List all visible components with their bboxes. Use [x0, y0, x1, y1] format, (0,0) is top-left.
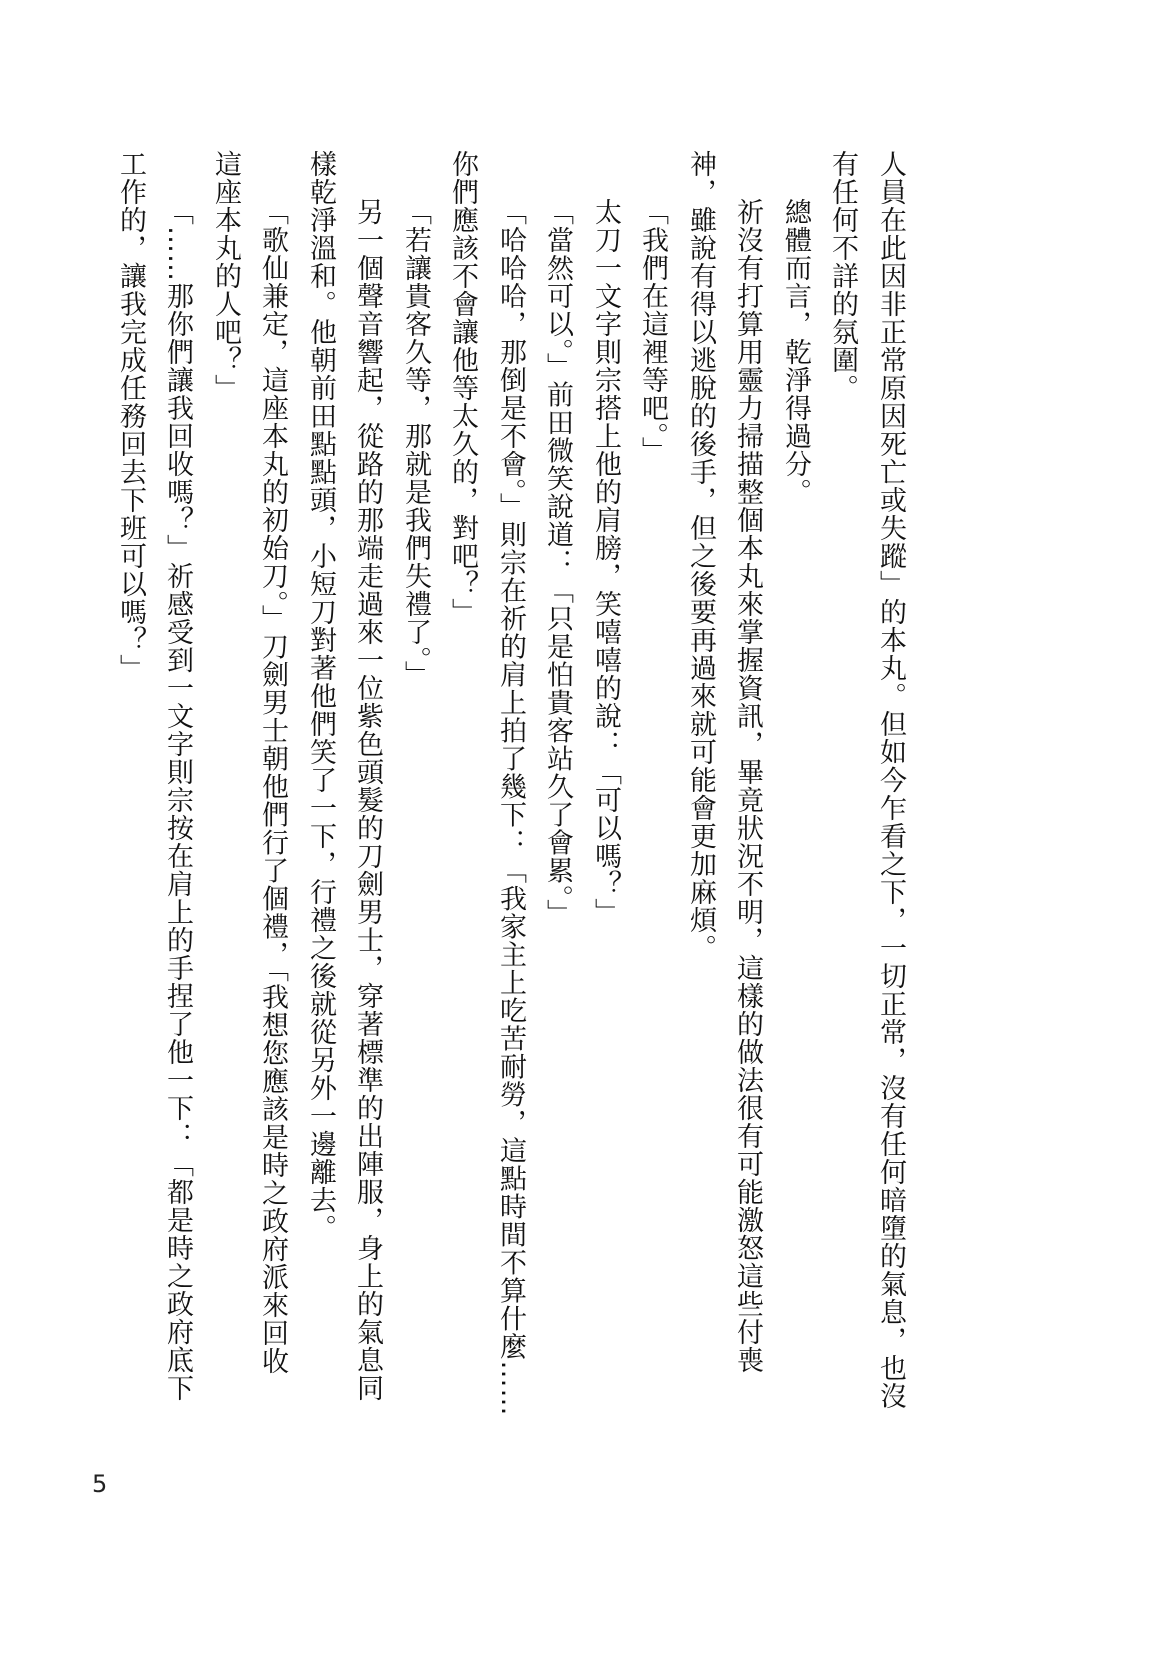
text-line: 神，雖說有得以逃脫的後手，但之後要再過來就可能會更加麻煩。 [685, 150, 716, 962]
text-line: 有任何不詳的氛圍。 [827, 150, 858, 402]
text-line: 「若讓貴客久等，那就是我們失禮了。」 [400, 198, 431, 689]
text-line: 你們應該不會讓他等太久的，對吧？」 [447, 150, 478, 626]
text-line: 「……那你們讓我回收嗎？」祈感受到一文字則宗按在肩上的手捏了他一下：「都是時之政府底下 [162, 198, 193, 1402]
text-line: 「我們在這裡等吧。」 [637, 198, 668, 465]
text-line: 太刀一文字則宗搭上他的肩膀，笑嘻嘻的說：「可以嗎？」 [590, 198, 621, 926]
text-line: 「當然可以。」前田微笑說道：「只是怕貴客站久了會累。」 [542, 198, 573, 927]
text-line: 「哈哈哈，那倒是不會。」則宗在祈的肩上拍了幾下：「我家主上吃苦耐勞，這點時間不算什麼…… [495, 198, 526, 1417]
page-number: 5 [92, 1470, 108, 1498]
text-line: 工作的，讓我完成任務回去下班可以嗎？」 [115, 150, 146, 682]
text-line: 「歌仙兼定，這座本丸的初始刀。」刀劍男士朝他們行了個禮，「我想您應該是時之政府派來回收 [257, 198, 288, 1375]
text-line: 人員在此因非正常原因死亡或失蹤」的本丸。但如今乍看之下，一切正常，沒有任何暗墮的氣息，也沒 [875, 150, 906, 1410]
text-line: 樣乾淨溫和。他朝前田點點頭，小短刀對著他們笑了一下，行禮之後就從另外一邊離去。 [305, 150, 336, 1242]
text-line: 祈沒有打算用靈力掃描整個本丸來掌握資訊，畢竟狀況不明，這樣的做法很有可能激怒這些付喪 [732, 198, 763, 1374]
text-line: 總體而言，乾淨得過分。 [780, 198, 811, 506]
text-line: 這座本丸的人吧？」 [210, 150, 241, 402]
text-line: 另一個聲音響起，從路的那端走過來一位紫色頭髮的刀劍男士，穿著標準的出陣服，身上的氣息同 [352, 198, 383, 1402]
